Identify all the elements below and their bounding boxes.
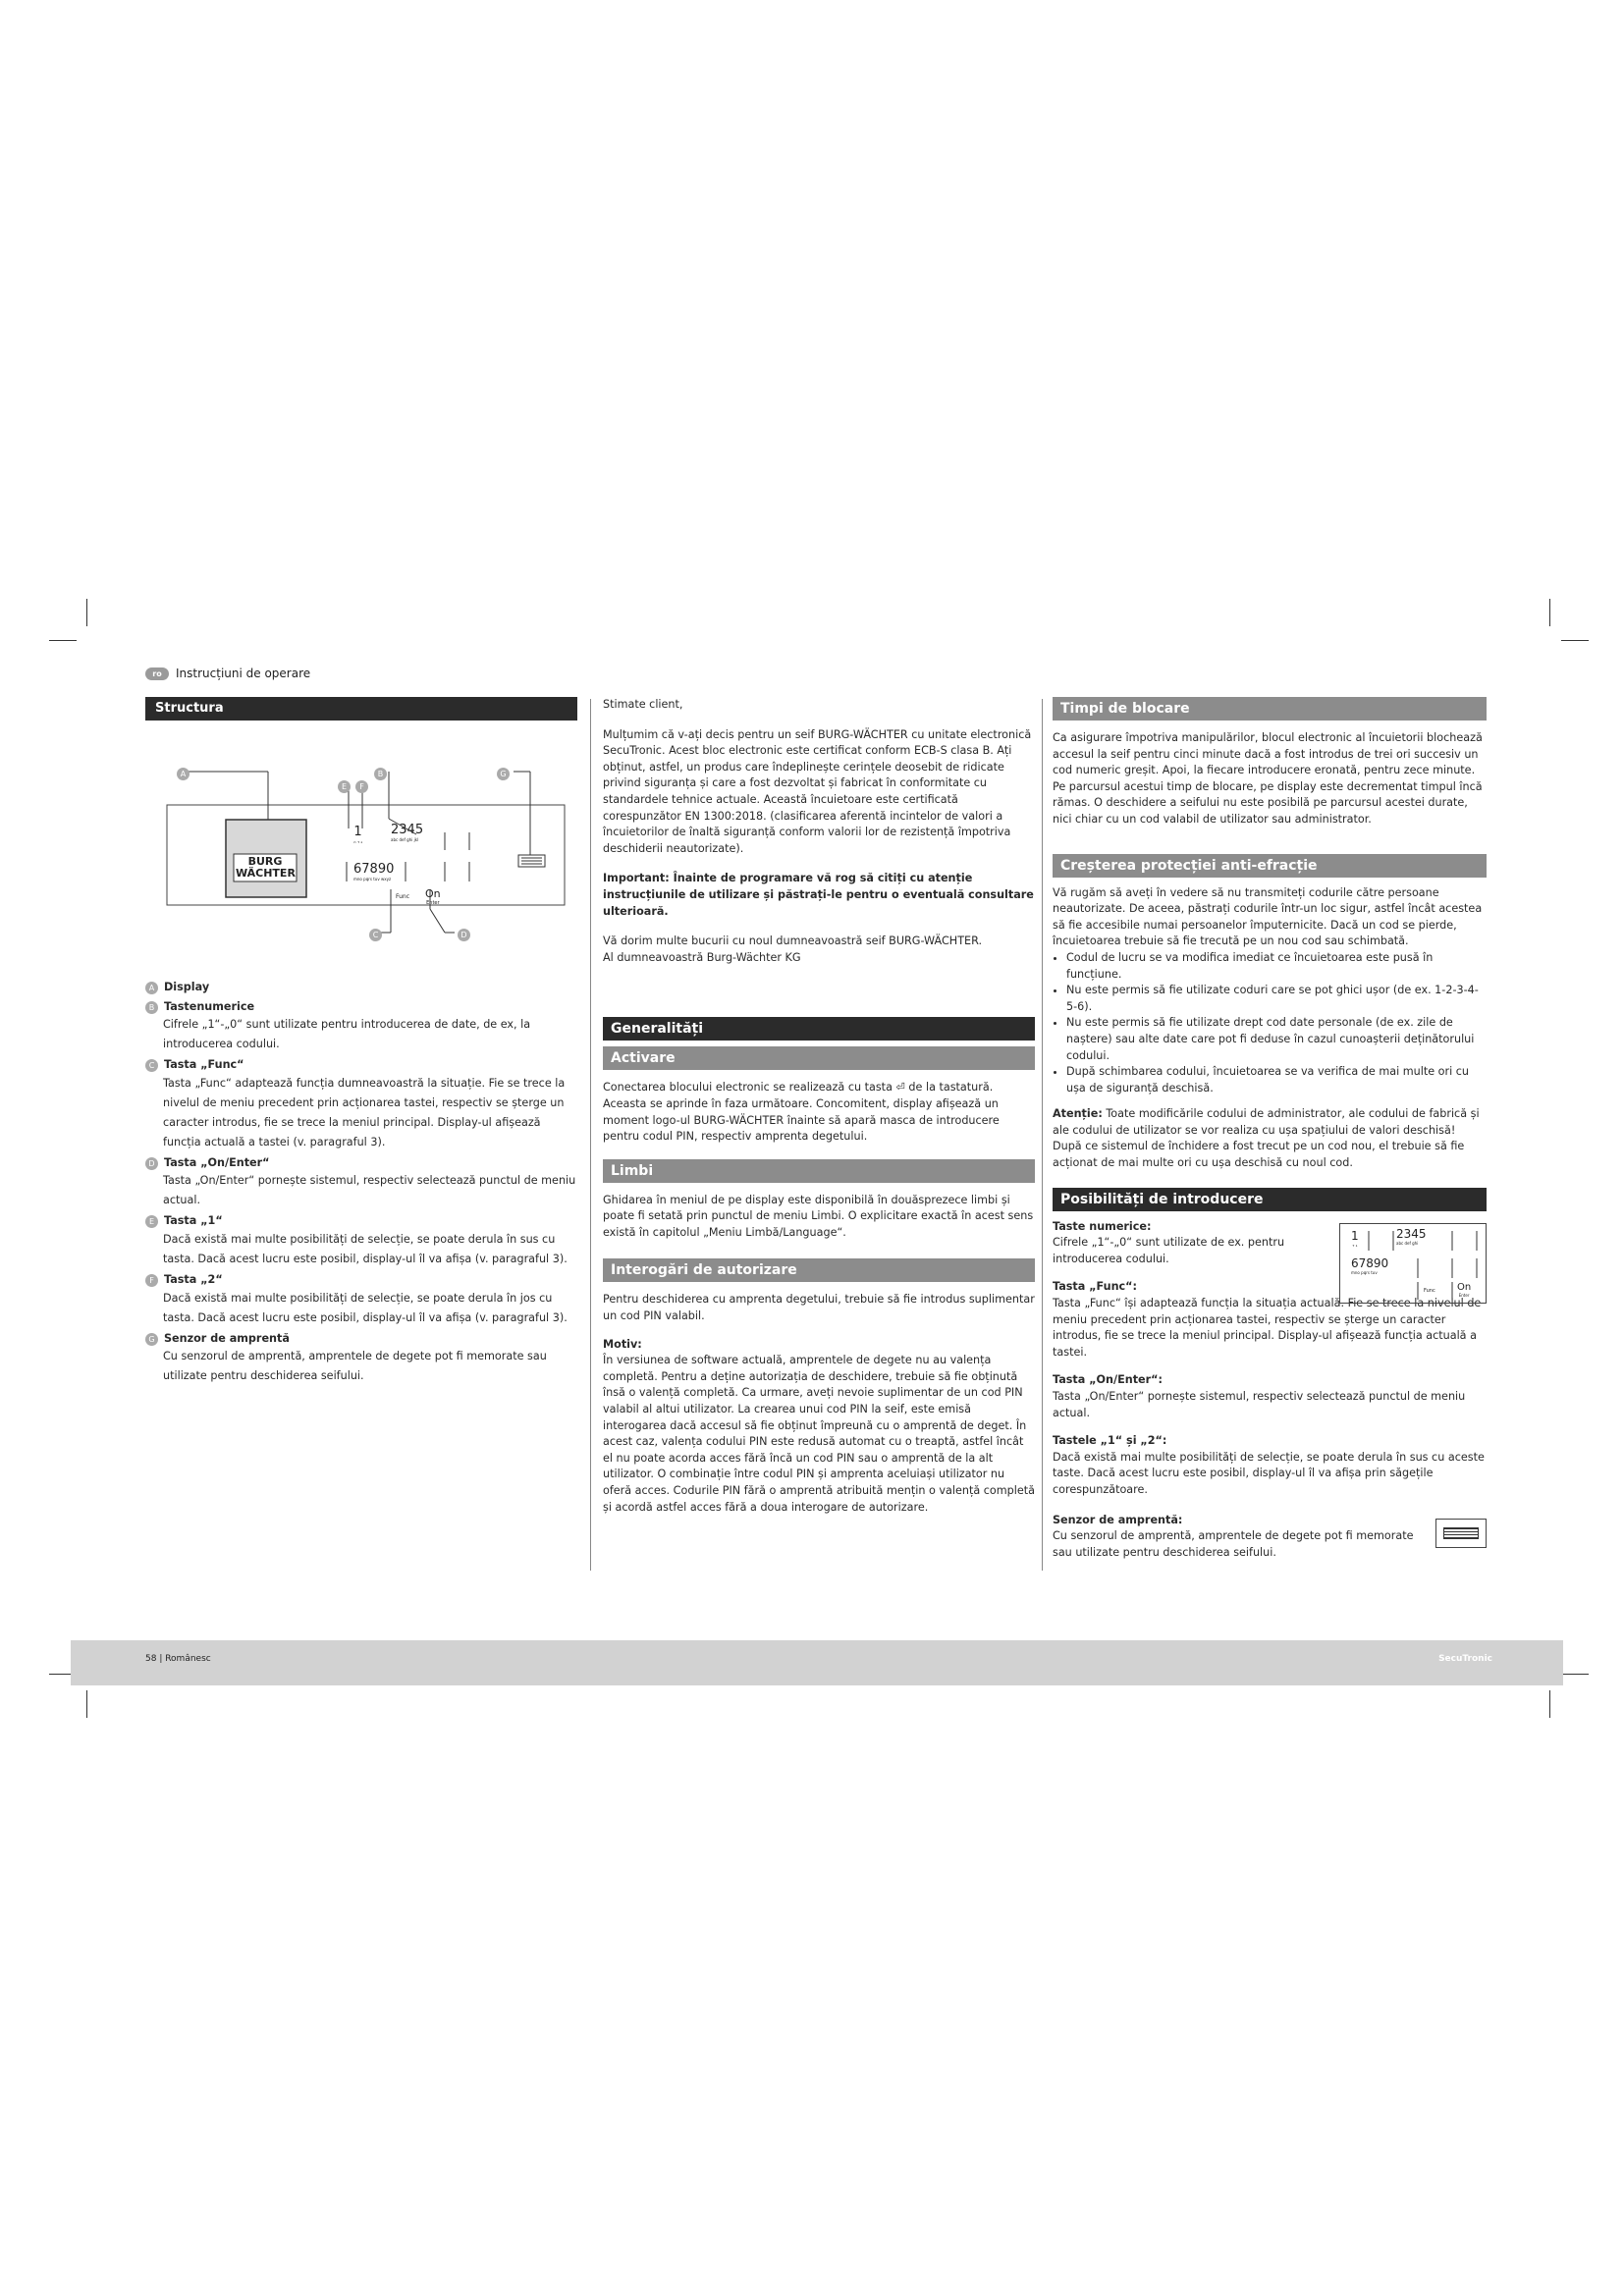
callout-c: C — [369, 929, 382, 941]
item-text: Dacă există mai multe posibilități de selecție, se poate derula în jos cu tasta. Dacă acest lucru este posibil, display-ul îl va afișa (v. paragraful 3). — [163, 1291, 568, 1324]
numeric-text: Cifrele „1“-„0“ sunt utilizate de ex. pentru introducerea codului. — [1053, 1236, 1285, 1265]
activation-text: Conectarea blocului electronic se realizează cu tasta ⏎ de la tastatură. Aceasta se aprinde în faza următoare. Concomitent, display afișează un moment logo-ul BURG-WÄCHTER înainte să apară masca de introducere pentru codul PIN, respectiv amprenta degetului. — [603, 1081, 1000, 1144]
func-title: Tasta „Func“: — [1053, 1280, 1138, 1294]
list-item — [145, 999, 577, 1016]
lock-text: Ca asigurare împotriva manipulărilor, blocul electronic al încuietorii blochează accesul la seif pentru cinci minute dacă a fost introdus de trei ori succesiv un cod numeric greșit. Apoi, la fiecare introducere eronată, pentru zece minute. Pe parcursul acestui timp de blocare, pe display este decrementat timpul încă rămas. O deschidere a seifului nu este posibilă pe parcursul acestei durate, nici chiar cu un cod valabil de utilizator sau administrator. — [1053, 731, 1483, 826]
key-2345-sub: abc def ghi jkl — [391, 837, 419, 842]
header-title: Instrucțiuni de operare — [176, 667, 311, 680]
important-note: Important: Înainte de programare vă rog să citiți cu atenție instrucțiunile de utilizare și păstrați-le pentru o eventuală consultare ulterioară. — [603, 872, 1034, 918]
attention-text: Toate modificările codului de administrator, ale codului de fabrică și ale codului de utilizator se vor realiza cu ușa spațiului de valori deschisă! După ce sistemul de închidere a fost trecut pe un cod nou, el trebuie să fie acționat de mai multe ori cu ușa deschisă cu noul cod. — [1053, 1107, 1480, 1170]
logo-line-2: WÄCHTER — [236, 867, 296, 880]
section-title-input: Posibilități de introducere — [1053, 1188, 1487, 1211]
item-text: Tasta „On/Enter“ pornește sistemul, respectiv selectează punctul de meniu actual. — [163, 1174, 576, 1207]
list-item — [145, 1155, 577, 1172]
item-letter: A — [145, 982, 158, 994]
closing-line-1: Vă dorim multe bucurii cu noul dumneavoastră seif BURG-WÄCHTER. — [603, 934, 983, 948]
keys-1-2-title: Tastele „1“ și „2“: — [1053, 1434, 1167, 1448]
crop-mark — [1561, 640, 1589, 641]
kp-key-67890[interactable] — [1351, 1256, 1388, 1275]
closing-line-2: Al dumneavoastră Burg-Wächter KG — [603, 950, 801, 964]
column-settings — [1053, 697, 1487, 1561]
numeric-title: Taste numerice: — [1053, 1219, 1152, 1233]
item-title: Senzor de amprentă — [164, 1331, 290, 1345]
section-title-languages: Limbi — [603, 1159, 1035, 1183]
kp-key-1-sub: ג ד — [1352, 1242, 1358, 1248]
list-item: • Codul de lucru se va modifica imediat ce încuietoarea este pusă în funcțiune. — [1066, 950, 1487, 983]
kp-key-1[interactable] — [1351, 1229, 1359, 1248]
list-item — [145, 1057, 577, 1074]
kp-key-67890-sub: mno pqrs tuv — [1351, 1269, 1378, 1275]
intro-text: Mulțumim că v-ați decis pentru un seif BURG-WÄCHTER cu unitate electronică SecuTronic. Acest bloc electronic este certificat conform ECB-S clasa B. Ați obținut, astfel, un produs care îndeplinește cerințele deosebit de ridicate privind siguranța și care a fost dezvoltat și fabricat în conformitate cu standardele tehnice actuale. Această încuietoare este certificată corespunzător EN 1300:2018. (clasificarea aferentă incintelor de valori a încuietorilor de înaltă siguranță conform valorii lor de rezistență împotriva deschiderii neautorizate). — [603, 727, 1032, 855]
kp-key-on-label: On — [1457, 1281, 1472, 1293]
item-title: Tastenumerice — [164, 999, 255, 1013]
item-title: Tasta „Func“ — [164, 1058, 244, 1072]
logo-line-1: BURG — [247, 855, 283, 868]
key-on-enter[interactable] — [425, 887, 441, 906]
page-header — [145, 664, 310, 683]
column-divider — [590, 699, 591, 1571]
key-2345[interactable] — [391, 823, 423, 842]
callout-g: G — [497, 768, 510, 780]
key-67890-sub: mno pqrs tuv wxyz — [353, 877, 392, 881]
callout-b: B — [374, 768, 387, 780]
languages-text: Ghidarea în meniul de pe display este disponibilă în douăsprezece limbi și poate fi setată prin punctul de meniu Limbi. O explicitare exactă în acest sens există în capitolul „Meniu Limbă/Language“. — [603, 1193, 1034, 1239]
callout-f: F — [355, 780, 368, 793]
key-2345-label: 2345 — [391, 823, 424, 837]
section-title-general: Generalități — [603, 1017, 1035, 1041]
on-enter-title: Tasta „On/Enter“: — [1053, 1373, 1163, 1387]
structure-list — [145, 980, 577, 1386]
kp-key-2345-label: 2345 — [1396, 1226, 1427, 1241]
item-letter: B — [145, 1001, 158, 1014]
key-enter-label: Enter — [426, 900, 440, 906]
key-1-label: 1 — [353, 825, 362, 839]
item-letter: C — [145, 1059, 158, 1072]
list-item — [145, 980, 577, 996]
key-67890-label: 67890 — [353, 862, 395, 877]
protection-text: Vă rugăm să aveți în vedere să nu transmiteți codurile către persoane neautorizate. De aceea, păstrați codurile într-un loc sigur, astfel încât acestea să fie accesibile numai persoanelor împuternicite. Dacă un cod se pierde, încuietoarea trebuie să fie trecută pe un nou cod sau schimbată. — [1053, 885, 1483, 948]
list-item — [145, 1331, 577, 1348]
list-item — [145, 1272, 577, 1289]
callout-e: E — [338, 780, 351, 793]
key-67890[interactable] — [353, 862, 394, 881]
section-title-structura: Structura — [145, 697, 577, 721]
keys-1-2-text: Dacă există mai multe posibilități de selecție, se poate derula în sus cu aceste taste. Dacă acest lucru este posibil, display-ul îl va afișa prin săgețile corespunzătoare. — [1053, 1450, 1485, 1496]
sensor-text: Cu senzorul de amprentă, amprentele de degete pot fi memorate sau utilizate pentru deschiderea seifului. — [1053, 1529, 1414, 1559]
list-item — [145, 1213, 577, 1230]
language-badge: ro — [145, 667, 169, 680]
protection-list — [1053, 950, 1487, 1096]
crop-mark — [1549, 1690, 1550, 1718]
crop-mark — [49, 640, 77, 641]
fingerprint-sensor-icon — [1435, 1519, 1487, 1548]
section-title-activation: Activare — [603, 1046, 1035, 1070]
item-text: Tasta „Func“ adaptează funcția dumneavoastră la situație. Fie se trece la nivelul de meniu precedent prin acționarea tastei, respectiv se șterge un caracter introdus, fie se trece la meniul principal. Display-ul afișează funcția actuală a tastei (v. paragraful 3). — [163, 1076, 566, 1148]
column-intro — [603, 697, 1035, 1516]
item-letter: G — [145, 1333, 158, 1346]
column-divider — [1042, 699, 1043, 1571]
callout-d: D — [458, 929, 470, 941]
greeting: Stimate client, — [603, 698, 683, 711]
section-title-lock-times: Timpi de blocare — [1053, 697, 1487, 721]
item-title: Tasta „2“ — [164, 1272, 223, 1286]
input-section — [1053, 1219, 1487, 1562]
attention-label: Atenție: — [1053, 1107, 1103, 1121]
sensor-title: Senzor de amprentă: — [1053, 1513, 1183, 1526]
keypad-diagram — [1339, 1223, 1487, 1304]
crop-mark — [86, 599, 87, 626]
item-letter: D — [145, 1157, 158, 1170]
item-title: Tasta „1“ — [164, 1214, 223, 1228]
reason-text: În versiunea de software actuală, amprentele de degete nu au valența completă. Pentru a deține autorizația de deschidere, trebuie să fie obținută însă o valență completă. Ca urmare, aveți nevoie suplimentar de un cod PIN valabil al altui utilizator. La crearea unui cod PIN la seif, este emisă interogarea dacă accesul să fie obținut împreună cu o amprentă de deget. În acest caz, valența codului PIN este redusă automat cu o treaptă, astfel încât el nu poate acorda acces fără încă un cod PIN sau o amprentă de la alt utilizator. O combinație între codul PIN și amprenta aceluiași utilizator nu oferă acces. Codurile PIN fără o amprentă atribuită mențin o valență completă și acordă astfel acces fără a doua interogare de autorizare. — [603, 1354, 1035, 1514]
kp-key-func[interactable]: Func — [1424, 1287, 1435, 1294]
sensor-block — [1053, 1513, 1487, 1562]
structure-diagram — [145, 724, 577, 960]
key-1[interactable] — [353, 825, 362, 844]
crop-mark — [86, 1690, 87, 1718]
func-text: Tasta „Func“ își adaptează funcția la situația actuală. Fie se trece la nivelul de meniu precedent prin acționarea tastei, respectiv se șterge un caracter introdus, fie se trece la meniul principal. Display-ul afișează funcția actuală a tastei. — [1053, 1297, 1482, 1359]
authorization-text: Pentru deschiderea cu amprenta degetului, trebuie să fie introdus suplimentar un cod PIN valabil. — [603, 1293, 1035, 1323]
section-title-protection: Creșterea protecției anti-efracție — [1053, 854, 1487, 878]
item-text: Cu senzorul de amprentă, amprentele de degete pot fi memorate sau utilizate pentru deschiderea seifului. — [163, 1350, 547, 1383]
kp-key-on-enter[interactable] — [1457, 1282, 1471, 1298]
crop-mark — [1549, 599, 1550, 626]
item-text: Cifrele „1“-„0“ sunt utilizate pentru introducerea de date, de ex, la introducerea codului. — [163, 1018, 531, 1051]
list-item: • Nu este permis să fie utilizate coduri care se pot ghici ușor (de ex. 1-2-3-4-5-6). — [1066, 983, 1487, 1015]
kp-key-2345-sub: abc def ghi — [1396, 1240, 1419, 1246]
list-item: • Nu este permis să fie utilizate drept cod date personale (de ex. zile de naștere) sau alte date care pot fi deduse în cazul cunoașterii deținătorului codului. — [1066, 1015, 1487, 1064]
reason-title: Motiv: — [603, 1337, 642, 1351]
kp-key-1-label: 1 — [1351, 1228, 1359, 1243]
page-footer — [71, 1640, 1563, 1685]
kp-key-67890-label: 67890 — [1351, 1255, 1389, 1270]
kp-key-2345[interactable] — [1396, 1227, 1427, 1246]
key-1-sub: ג ד ה — [353, 839, 362, 844]
callout-a: A — [177, 768, 189, 780]
item-letter: E — [145, 1215, 158, 1228]
key-on-label: On — [425, 887, 441, 900]
item-text: Dacă există mai multe posibilități de selecție, se poate derula în sus cu tasta. Dacă acest lucru este posibil, display-ul îl va afișa (v. paragraful 3). — [163, 1232, 568, 1265]
page-number: 58 | Românesc — [145, 1654, 211, 1664]
section-title-authorization: Interogări de autorizare — [603, 1258, 1035, 1282]
crop-mark — [1561, 1674, 1589, 1675]
item-letter: F — [145, 1274, 158, 1287]
key-func[interactable]: Func — [396, 893, 410, 900]
list-item: • După schimbarea codului, încuietoarea se va verifica de mai multe ori cu ușa de siguranță deschisă. — [1066, 1064, 1487, 1096]
kp-key-enter-label: Enter — [1458, 1292, 1470, 1298]
item-title: Tasta „On/Enter“ — [164, 1155, 270, 1169]
item-title: Display — [164, 981, 210, 993]
footer-brand: SecuTronic — [1438, 1654, 1492, 1664]
burg-waechter-logo — [236, 856, 295, 880]
column-structure — [145, 697, 577, 1386]
on-enter-text: Tasta „On/Enter“ pornește sistemul, respectiv selectează punctul de meniu actual. — [1053, 1390, 1466, 1419]
